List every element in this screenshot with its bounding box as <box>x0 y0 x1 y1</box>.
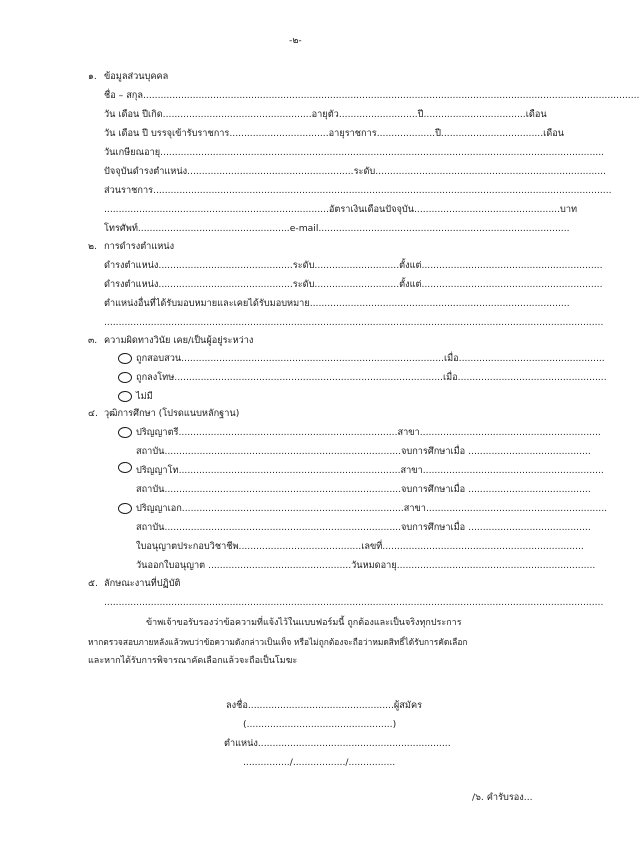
bachelor-institute-line: สถาบัน.................................................................................จบการศึกษาเมื่อ .......................................... <box>136 446 591 457</box>
agency-field-line: ส่วนราชการ............................................................................................................................................................. <box>104 185 612 196</box>
section-3-number: ๓. <box>88 335 98 346</box>
none-radio[interactable] <box>118 391 132 402</box>
section-1-title: ข้อมูลส่วนบุคคล <box>104 71 169 82</box>
section-4-number: ๔. <box>88 408 98 419</box>
section-4-title: วุฒิการศึกษา (โปรดแนบหลักฐาน) <box>104 408 240 419</box>
investigated-radio[interactable] <box>118 353 132 364</box>
continuation-footer: /๖. คำรับรอง... <box>472 792 533 803</box>
license-field-line: ใบอนุญาตประกอบวิชาชีพ..........................................เลขที่..................................................................... <box>136 541 584 552</box>
master-radio[interactable] <box>118 462 132 473</box>
punished-option-line: ถูกลงโทษ............................................................................................เมื่อ................................................... <box>136 372 607 383</box>
master-field-line: ปริญญาโท............................................................................สาขา.............................................................. <box>136 465 604 476</box>
contact-field-line: โทรศัพท์....................................................e-mail...................................................................................... <box>104 223 570 234</box>
page-number: -๒- <box>289 35 302 46</box>
punished-radio[interactable] <box>118 372 132 383</box>
signer-position-line: ตำแหน่ง.................................................................. <box>224 738 451 749</box>
signature-line: ลงชื่อ..................................................ผู้สมัคร <box>226 700 423 711</box>
doctorate-field-line: ปริญญาเอก............................................................................สาขา.............................................................. <box>136 503 608 514</box>
section-1-number: ๑. <box>88 71 97 82</box>
bachelor-radio[interactable] <box>118 427 132 438</box>
section-3-title: ความผิดทางวินัย เคย/เป็นผู้อยู่ระหว่าง <box>104 335 254 346</box>
signature-date-line: ................/................../................ <box>243 757 396 768</box>
section-2-title: การดำรงตำแหน่ง <box>104 241 175 252</box>
section-2-number: ๒. <box>88 241 97 252</box>
other-assignments-field-line: ตำแหน่งอื่นที่ได้รับมอบหมายและเคยได้รับมอบหมาย......................................................................................... <box>104 298 570 309</box>
section-5-number: ๕. <box>88 578 98 589</box>
position-1-field-line: ดำรงตำแหน่ง..............................................ระดับ.............................ตั้งแต่.............................................................. <box>104 260 603 271</box>
position-2-field-line: ดำรงตำแหน่ง..............................................ระดับ.............................ตั้งแต่.............................................................. <box>104 279 603 290</box>
job-description-field-line: ........................................................................................................................................................................... <box>104 597 604 608</box>
section-5-title: ลักษณะงานที่ปฏิบัติ <box>104 578 181 589</box>
license-date-field-line: วันออกใบอนุญาต .................................................วันหมดอายุ.................................................................... <box>136 560 596 571</box>
name-field-line: ชื่อ – สกุล.......................................................................................................................................................................... <box>104 90 639 101</box>
master-institute-line: สถาบัน.................................................................................จบการศึกษาเมื่อ .......................................... <box>136 484 591 495</box>
birthdate-field-line: วัน เดือน ปีเกิด...................................................อายุตัว...........................ปี...................................เดือน <box>104 109 547 120</box>
other-assignments-continuation: ........................................................................................................................................................................... <box>104 317 604 328</box>
investigated-option-line: ถูกสอบสวน..........................................................................................เมื่อ.................................................. <box>136 353 605 364</box>
declaration-line-1: ข้าพเจ้าขอรับรองว่าข้อความที่แจ้งไว้ในแบบฟอร์มนี้ ถูกต้องและเป็นจริงทุกประการ <box>146 618 462 628</box>
doctorate-radio[interactable] <box>118 503 132 514</box>
printed-name-line: (..................................................) <box>243 719 397 730</box>
salary-field-line: .............................................................................อัตราเงินเดือนปัจจุบัน..................................................บาท <box>104 204 578 215</box>
bachelor-field-line: ปริญญาตรี...........................................................................สาขา.............................................................. <box>136 427 601 438</box>
none-option-label: ไม่มี <box>136 391 153 402</box>
doctorate-institute-line: สถาบัน.................................................................................จบการศึกษาเมื่อ .......................................... <box>136 522 591 533</box>
current-position-field-line: ปัจจุบันดำรงตำแหน่ง.........................................................ระดับ............................................................................... <box>104 166 606 177</box>
service-start-field-line: วัน เดือน ปี บรรจุเข้ารับราชการ..................................อายุราชการ....................ปี...................................เดือน <box>104 128 565 139</box>
declaration-line-2: หากตรวจสอบภายหลังแล้วพบว่าข้อความดังกล่าวเป็นเท็จ หรือไม่ถูกต้องจะถือว่าหมดสิทธิ์ได้รับการคัดเลือก <box>88 637 468 647</box>
retirement-field-line: วันเกษียณอายุ........................................................................................................................................................ <box>104 147 605 158</box>
declaration-line-3: และหากได้รับการพิจารณาคัดเลือกแล้วจะถือเป็นโมฆะ <box>88 656 298 666</box>
